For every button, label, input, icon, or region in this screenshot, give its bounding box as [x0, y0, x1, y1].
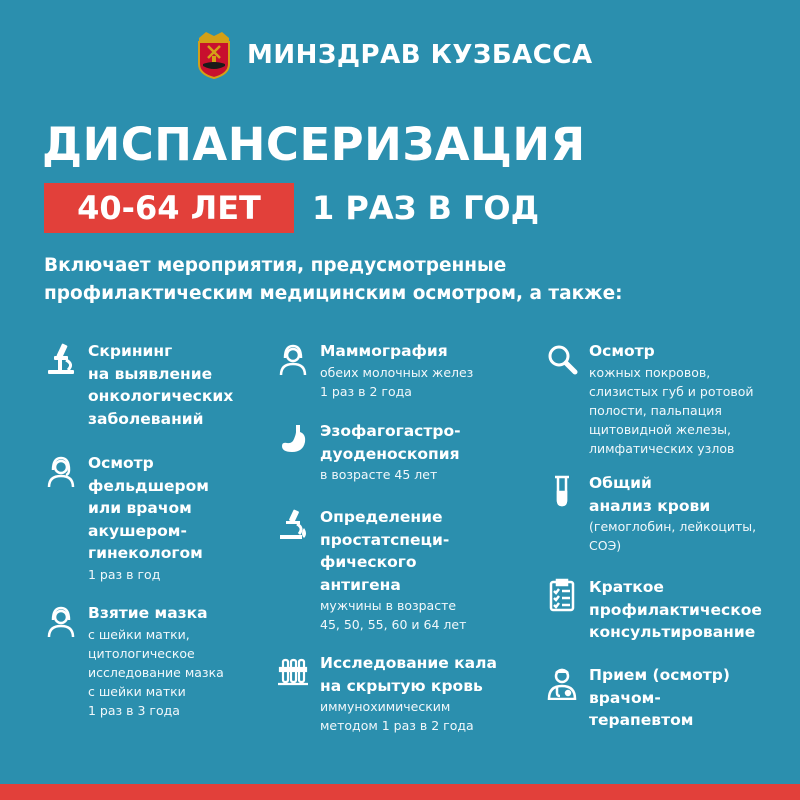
- woman-icon: [44, 454, 78, 488]
- item-smear: [44, 602, 224, 720]
- item-text: [88, 340, 233, 430]
- intro-line: Включает мероприятия, предусмотренные: [44, 255, 507, 276]
- item-text: [589, 472, 756, 555]
- doctor-icon: [545, 666, 579, 700]
- item-detail: обеих молочных желез: [320, 364, 474, 380]
- item-heading: терапевтом: [589, 711, 694, 729]
- item-heading: профилактическое: [589, 600, 762, 619]
- item-detail: с шейки матки: [88, 683, 186, 699]
- item-heading: Общий: [589, 474, 652, 492]
- item-detail: 1 раз в 3 года: [88, 702, 180, 718]
- item-therapist: [545, 664, 730, 732]
- item-heading: Эзофагогастро-: [320, 422, 461, 440]
- item-heading: акушером-: [88, 521, 187, 540]
- item-heading: Краткое: [589, 578, 664, 596]
- item-detail: мужчины в возрасте: [320, 598, 457, 613]
- item-heading: на скрытую кровь: [320, 676, 483, 695]
- item-detail: кожных покровов,: [589, 364, 711, 380]
- item-heading: антигена: [320, 575, 401, 594]
- item-text: [320, 340, 473, 401]
- item-egds: [276, 420, 461, 484]
- item-text: [589, 664, 730, 732]
- item-heading: Осмотр: [589, 342, 655, 360]
- checklist-icon: [545, 578, 579, 612]
- item-detail: СОЭ): [589, 538, 622, 553]
- item-heading: на выявление: [88, 364, 213, 383]
- item-text: [88, 452, 209, 584]
- item-mammography: [276, 340, 473, 401]
- test-tubes-icon: [276, 654, 310, 688]
- item-heading: анализ крови: [589, 496, 711, 515]
- item-text: [320, 420, 461, 484]
- item-text: [589, 576, 762, 644]
- header: [195, 28, 593, 82]
- magnifier-icon: [545, 342, 579, 376]
- item-heading: онкологических: [88, 387, 234, 405]
- item-skin-exam: [545, 340, 754, 458]
- item-heading: Определение: [320, 508, 443, 526]
- item-detail: щитовидной железы,: [589, 421, 731, 437]
- item-heading: врачом-: [589, 688, 661, 707]
- item-detail: исследование мазка: [88, 664, 224, 680]
- item-detail: (гемоглобин, лейкоциты,: [589, 519, 757, 534]
- item-detail: полости, пальпация: [589, 402, 722, 418]
- item-detail: цитологическое: [88, 645, 195, 661]
- item-heading: Скрининг: [88, 342, 173, 360]
- item-detail: 45, 50, 55, 60 и 64 лет: [320, 617, 467, 632]
- item-consult: [545, 576, 762, 644]
- item-heading: Исследование кала: [320, 654, 497, 672]
- woman-icon: [276, 342, 310, 376]
- item-text: [320, 506, 466, 634]
- age-badge: 40-64 ЛЕТ: [44, 183, 294, 233]
- intro-line: профилактическим медицинским осмотром, а также:: [44, 283, 623, 304]
- frequency-label: 1 РАЗ В ГОД: [312, 189, 540, 227]
- item-heading: дуоденоскопия: [320, 444, 460, 463]
- item-detail: иммунохимическим: [320, 699, 451, 714]
- item-heading: заболеваний: [88, 409, 204, 428]
- bottom-bar: [0, 784, 800, 800]
- microscope-drop-icon: [276, 508, 310, 542]
- item-heading: консультирование: [589, 623, 756, 641]
- item-detail: 1 раз в год: [88, 566, 161, 582]
- item-heading: фельдшером: [88, 476, 209, 495]
- kuzbass-coat-of-arms-icon: [195, 30, 233, 80]
- item-heading: или врачом: [88, 499, 192, 517]
- test-tube-icon: [545, 474, 579, 508]
- item-heading: Осмотр: [88, 454, 154, 472]
- item-detail: методом 1 раз в 2 года: [320, 718, 474, 733]
- item-heading: Прием (осмотр): [589, 666, 730, 684]
- item-midwife: [44, 452, 209, 584]
- item-detail: 1 раз в 2 года: [320, 383, 412, 399]
- item-text: [320, 652, 497, 735]
- intro-text: [44, 252, 764, 308]
- item-psa: [276, 506, 466, 634]
- microscope-icon: [44, 342, 78, 376]
- item-text: [88, 602, 224, 720]
- item-heading: гинекологом: [88, 544, 203, 562]
- item-detail: с шейки матки,: [88, 626, 190, 642]
- brand-name: МИНЗДРАВ КУЗБАССА: [247, 40, 593, 70]
- page-title: ДИСПАНСЕРИЗАЦИЯ: [42, 118, 586, 171]
- item-heading: Взятие мазка: [88, 604, 208, 622]
- woman-icon: [44, 604, 78, 638]
- item-stool: [276, 652, 497, 735]
- item-heading: фического: [320, 553, 417, 571]
- item-detail: слизистых губ и ротовой: [589, 383, 754, 399]
- item-text: [589, 340, 754, 458]
- item-heading: Маммография: [320, 342, 448, 360]
- item-detail: в возрасте 45 лет: [320, 467, 438, 482]
- item-heading: простатспеци-: [320, 530, 450, 549]
- item-screening: [44, 340, 233, 430]
- item-detail: лимфатических узлов: [589, 440, 735, 456]
- item-blood: [545, 472, 756, 555]
- stomach-icon: [276, 422, 310, 456]
